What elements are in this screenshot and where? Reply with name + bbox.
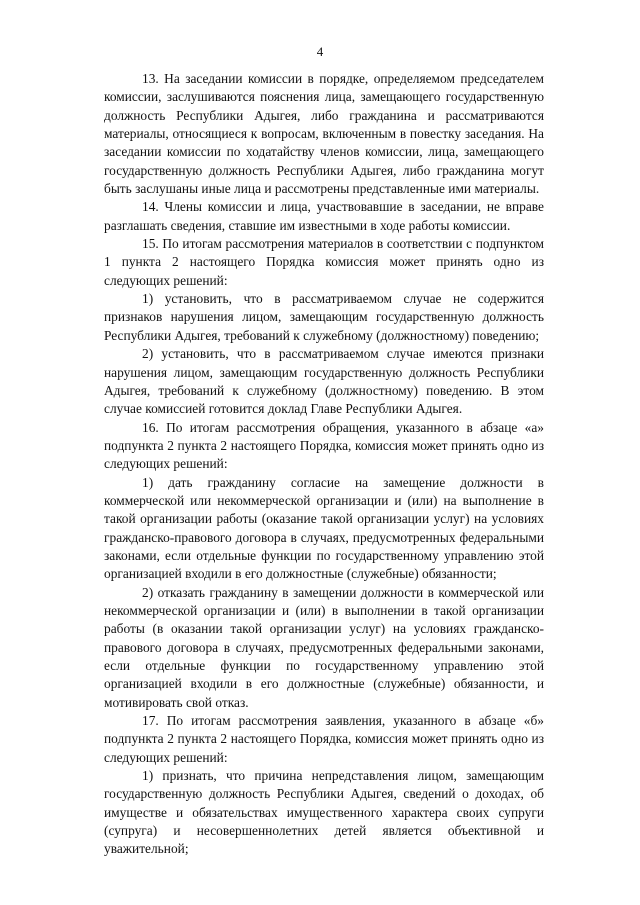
paragraph-15: 15. По итогам рассмотрения материалов в соответствии с подпунктом 1 пункта 2 настоящего Порядка комиссия может принять одно из следующих решений: [104,236,544,288]
paragraph-16-item-2: 2) отказать гражданину в замещении должности в коммерческой или некоммерческой организации и (или) в выполнении в такой организации работы (в оказании такой организации услуг) на условиях гражданско-правового договора в случаях, предусмотренных федеральными законами, если отдельные функции по государственному управлению этой организацией входили в его должностные (служебные) обязанности, и мотивировать свой отказ. [104,584,544,710]
paragraph-16-item-1: 1) дать гражданину согласие на замещение должности в коммерческой или некоммерческой организации и (или) на выполнение в такой организации работы (оказание такой организации услуг) на условиях гражданско-правового договора в случаях, предусмотренных федеральными законами, если отдельные функции по государственному управлению этой организацией входили в его должностные (служебные) обязанности; [104,474,544,582]
paragraph-13: 13. На заседании комиссии в порядке, определяемом председателем комиссии, заслушиваются пояснения лица, замещающего государственную должность Республики Адыгея, либо гражданина и рассматриваются материалы, относящиеся к вопросам, включенным в повестку заседания. На заседании комиссии по ходатайству членов комиссии, лица, замещающего государственную должность Республики Адыгея, либо гражданина могут быть заслушаны иные лица и рассмотрены представленные ими материалы. [104,71,544,197]
page-number: 4 [316,44,324,59]
paragraph-17-item-1: 1) признать, что причина непредставления лицом, замещающим государственную должность Республики Адыгея, сведений о доходах, об имуществе и обязательствах имущественного характера своих супруги (супруга) и несовершеннолетних детей является объективной и уважительной; [104,768,544,857]
paragraph-17: 17. По итогам рассмотрения заявления, указанного в абзаце «б» подпункта 2 пункта 2 настоящего Порядка, комиссия может принять одно из следующих решений: [104,713,544,765]
paragraph-15-item-1: 1) установить, что в рассматриваемом случае не содержится признаков нарушения лицом, замещающим государственную должность Республики Адыгея, требований к служебному (должностному) поведению; [104,291,544,343]
paragraph-16: 16. По итогам рассмотрения обращения, указанного в абзаце «а» подпункта 2 пункта 2 настоящего Порядка, комиссия может принять одно из следующих решений: [104,419,544,472]
paragraph-14: 14. Члены комиссии и лица, участвовавшие в заседании, не вправе разглашать сведения, ставшие им известными в ходе работы комиссии. [104,199,544,233]
document-body [104,70,544,859]
paragraph-15-item-2: 2) установить, что в рассматриваемом случае имеются признаки нарушения лицом, замещающим государственную должность Республики Адыгея, требований к служебному (должностному) поведению. В этом случае комиссией готовится доклад Главе Республики Адыгея. [104,346,544,417]
